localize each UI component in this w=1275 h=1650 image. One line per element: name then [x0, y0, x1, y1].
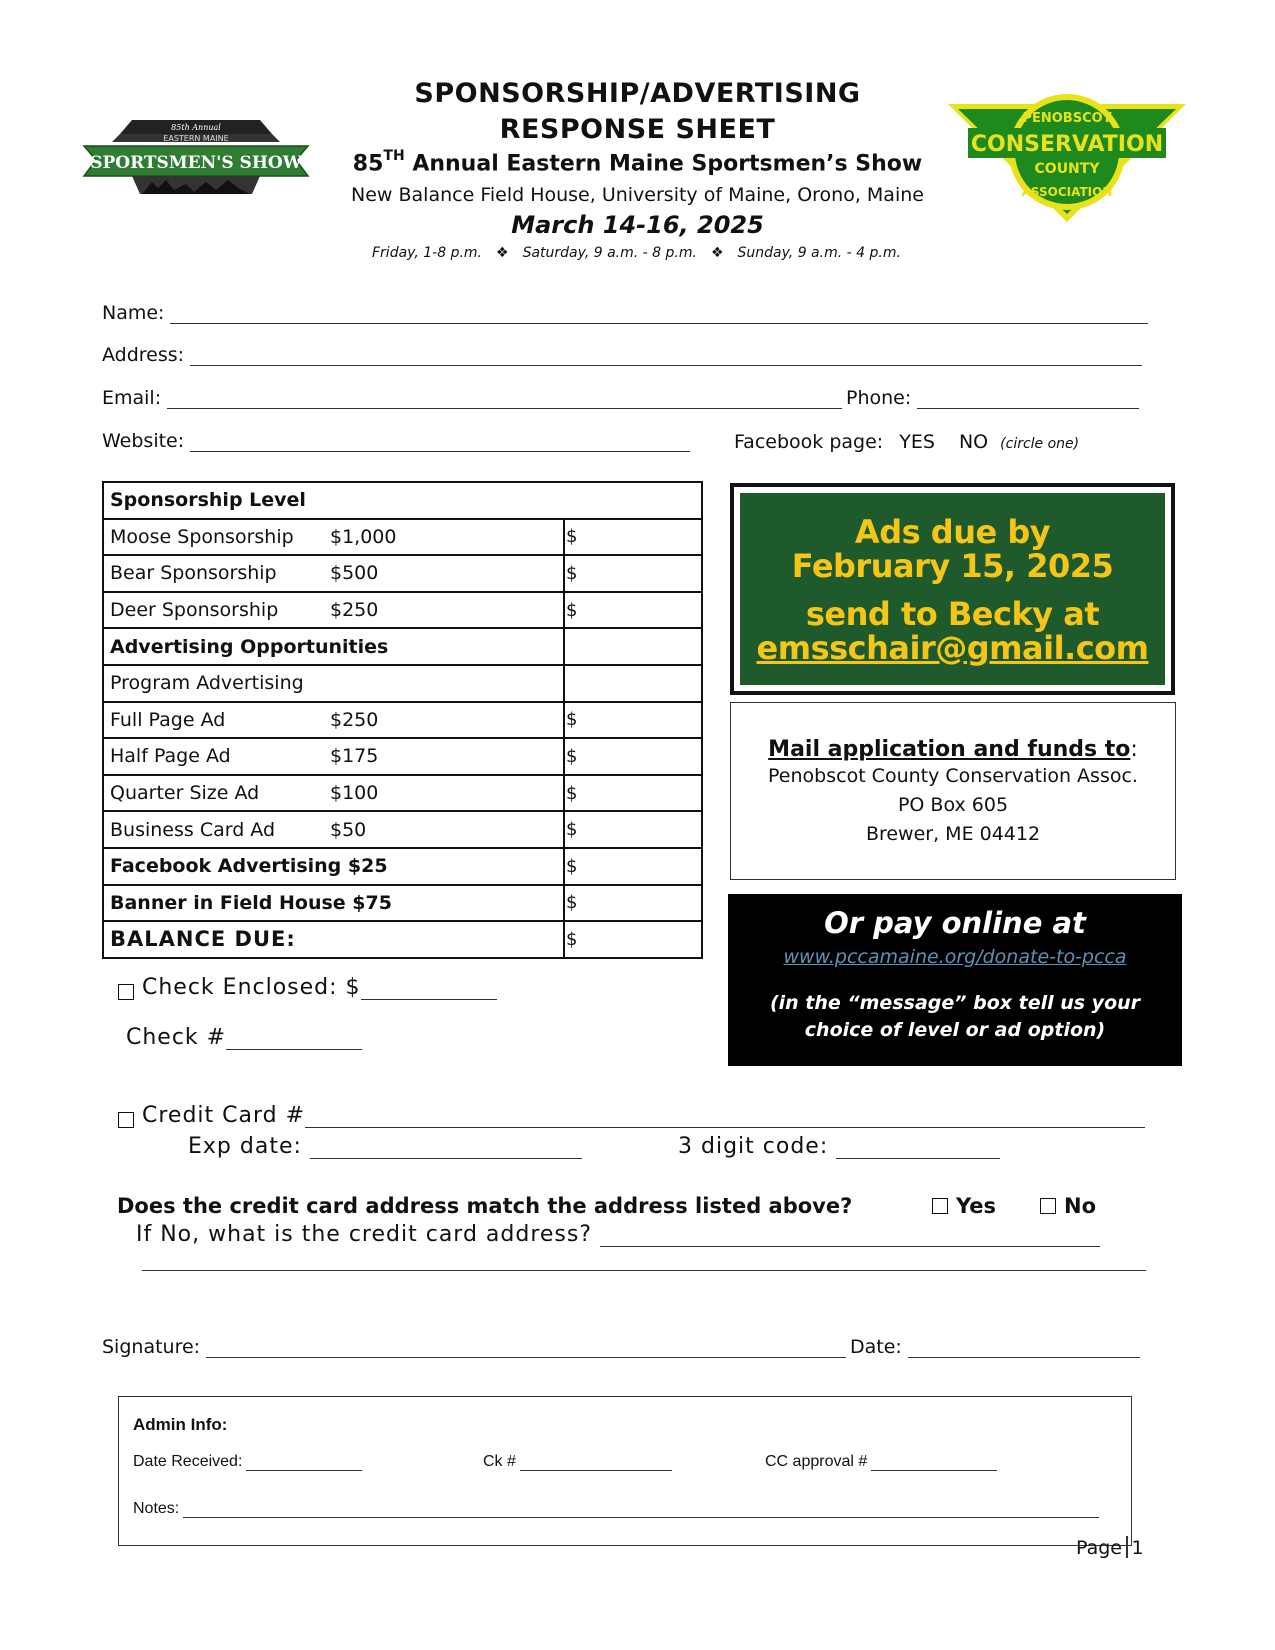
balance-due-label: BALANCE DUE:: [110, 927, 296, 952]
table-row: [103, 519, 702, 556]
website-input-line[interactable]: [190, 432, 690, 452]
date-received-field[interactable]: [133, 1453, 362, 1471]
form-title-line1: SPONSORSHIP/ADVERTISING: [414, 78, 861, 109]
show-hours: [372, 245, 901, 261]
mail-line2: PO Box 605: [897, 794, 1009, 816]
table-row-label-cell: [103, 848, 564, 885]
table-row-label-cell: [103, 482, 702, 519]
table-row-amount-cell[interactable]: [564, 702, 702, 739]
facebook-page-field: [734, 431, 1079, 453]
address-input-line[interactable]: [190, 346, 1142, 366]
table-row: [103, 592, 702, 629]
check-number-field[interactable]: [126, 1025, 362, 1050]
hours-friday: Friday, 1-8 p.m.: [372, 245, 483, 261]
address-label: Address:: [102, 344, 185, 366]
credit-card-checkbox[interactable]: [118, 1112, 134, 1128]
pay-online-note-1: (in the “message” box tell us your: [769, 992, 1141, 1014]
address-match-no[interactable]: [1040, 1194, 1096, 1218]
table-row-amount-cell[interactable]: [564, 775, 702, 812]
ads-due-box: [730, 483, 1175, 695]
ck-number-line[interactable]: [520, 1455, 672, 1471]
hours-saturday: Saturday, 9 a.m. - 8 p.m.: [522, 245, 697, 261]
check-amount-line[interactable]: [361, 978, 497, 1000]
logo-right-sub-text: COUNTY: [1034, 161, 1100, 177]
website-field[interactable]: [102, 430, 690, 452]
credit-card-number-line[interactable]: [305, 1106, 1145, 1128]
email-field[interactable]: [102, 387, 842, 409]
table-row-amount-cell[interactable]: [564, 592, 702, 629]
digit-code-line[interactable]: [836, 1137, 1000, 1159]
show-dates: March 14-16, 2025: [511, 211, 764, 239]
no-checkbox[interactable]: [1040, 1198, 1056, 1214]
phone-label: Phone:: [846, 387, 912, 409]
yes-label: Yes: [956, 1194, 997, 1218]
currency-symbol: $: [566, 526, 578, 548]
email-label: Email:: [102, 387, 162, 409]
email-input-line[interactable]: [167, 389, 842, 409]
table-row-label-cell: [103, 519, 564, 556]
pay-online-note-2: choice of level or ad option): [804, 1019, 1106, 1041]
table-row: [103, 811, 702, 848]
yes-checkbox[interactable]: [932, 1198, 948, 1214]
mail-line1: Penobscot County Conservation Assoc.: [768, 765, 1138, 787]
cc-approval-line[interactable]: [871, 1455, 997, 1471]
balance-due-row: [103, 921, 702, 958]
ads-due-date: February 15, 2025: [791, 547, 1114, 585]
admin-info-box: [118, 1396, 1132, 1546]
address-match-question: Does the credit card address match the address listed above?: [117, 1194, 853, 1218]
logo-right-arc-top: PENOBSCOT: [1022, 111, 1112, 126]
table-row-label-cell: [103, 702, 564, 739]
currency-symbol: $: [566, 855, 578, 877]
table-row-label: Moose Sponsorship: [110, 525, 294, 548]
currency-symbol: $: [566, 709, 578, 731]
table-row-label-cell: [103, 738, 564, 775]
table-row-label: Advertising Opportunities: [110, 635, 389, 658]
table-row-label: Business Card Ad: [110, 818, 276, 841]
diamond-separator-icon: ❖: [710, 245, 724, 261]
pay-online-heading: Or pay online at: [824, 906, 1086, 940]
table-row-amount-cell: [564, 628, 702, 665]
table-row-price: $250: [330, 708, 379, 731]
currency-symbol: $: [566, 892, 578, 914]
table-row-price: $175: [330, 745, 379, 768]
table-row-price: $100: [330, 782, 379, 805]
ck-number-label: Ck #: [483, 1453, 516, 1470]
pay-online-link[interactable]: www.pccamaine.org/donate-to-pcca: [783, 946, 1127, 968]
venue-text: New Balance Field House, University of Maine, Orono, Maine: [351, 184, 924, 206]
facebook-yes-option[interactable]: YES: [899, 431, 935, 453]
cc-address-line-2[interactable]: [142, 1270, 1146, 1271]
cc-address-label: If No, what is the credit card address?: [136, 1222, 593, 1247]
credit-card-field[interactable]: [118, 1103, 1145, 1128]
mail-line3: Brewer, ME 04412: [865, 823, 1041, 845]
show-edition-number: 85: [352, 151, 384, 177]
digit-code-label: 3 digit code:: [678, 1134, 829, 1159]
table-row-label: Facebook Advertising $25: [110, 855, 388, 878]
address-match-yes[interactable]: [932, 1194, 996, 1218]
facebook-no-option[interactable]: NO: [958, 431, 989, 453]
date-received-label: Date Received:: [133, 1453, 243, 1470]
table-row-amount-cell[interactable]: [564, 885, 702, 922]
table-row-price: $250: [330, 599, 379, 622]
table-row-label: Program Advertising: [110, 672, 304, 695]
currency-symbol: $: [566, 782, 578, 804]
table-row-label-cell: [103, 665, 564, 702]
no-label: No: [1064, 1194, 1097, 1218]
table-row-price: $500: [330, 562, 379, 585]
cc-approval-label: CC approval #: [765, 1453, 868, 1470]
sportsmens-show-logo-icon: [82, 112, 310, 202]
table-row: [103, 555, 702, 592]
table-row-label: Banner in Field House $75: [110, 891, 392, 914]
facebook-label: Facebook page:: [734, 431, 884, 453]
ads-due-panel: [740, 493, 1165, 685]
form-title-line2: RESPONSE SHEET: [499, 114, 776, 145]
table-row-amount-cell[interactable]: [564, 738, 702, 775]
signature-label: Signature:: [102, 1336, 201, 1358]
logo-right-arc-bottom: ASSOCIATION: [1021, 185, 1113, 199]
name-input-line[interactable]: [170, 304, 1148, 324]
table-row-label-cell: [103, 775, 564, 812]
check-enclosed-checkbox[interactable]: [118, 984, 134, 1000]
sponsorship-table-body: [103, 482, 702, 958]
logo-left-top-text: 85th Annual: [171, 123, 221, 132]
check-number-line[interactable]: [226, 1028, 362, 1050]
phone-field[interactable]: [846, 387, 1139, 409]
sportsmens-show-logo: [82, 112, 310, 202]
currency-symbol: $: [566, 928, 578, 950]
sponsorship-table: [102, 481, 703, 959]
currency-symbol: $: [566, 599, 578, 621]
notes-label: Notes:: [133, 1500, 180, 1517]
table-row: [103, 738, 702, 775]
phone-input-line[interactable]: [917, 389, 1139, 409]
name-label: Name:: [102, 302, 165, 324]
table-row-price: $1,000: [330, 525, 397, 548]
facebook-hint: (circle one): [1000, 436, 1080, 452]
table-row-label: Half Page Ad: [110, 745, 231, 768]
logo-left-main-text: SPORTSMEN'S SHOW: [90, 153, 302, 173]
signature-date-field[interactable]: [850, 1336, 1140, 1358]
exp-date-line[interactable]: [310, 1137, 582, 1159]
pay-online-box: [728, 894, 1182, 1066]
table-row-amount-cell[interactable]: [564, 555, 702, 592]
hours-sunday: Sunday, 9 a.m. - 4 p.m.: [737, 245, 901, 261]
table-row-label-cell: [103, 592, 564, 629]
balance-due-amount-cell[interactable]: [564, 921, 702, 958]
page-number: [1076, 1536, 1144, 1559]
page-label: Page: [1076, 1537, 1122, 1559]
admin-title: Admin Info:: [133, 1415, 228, 1434]
cc-address-line-1[interactable]: [600, 1225, 1100, 1247]
logo-right-main-text: CONSERVATION: [970, 132, 1164, 157]
table-row-label-cell: [103, 885, 564, 922]
signature-field[interactable]: [102, 1336, 846, 1358]
address-field[interactable]: [102, 344, 1142, 366]
table-row-label-cell: [103, 555, 564, 592]
date-received-line[interactable]: [246, 1455, 362, 1471]
table-row-label: Bear Sponsorship: [110, 562, 277, 585]
table-row-label: Quarter Size Ad: [110, 782, 260, 805]
table-row-amount-cell: [564, 665, 702, 702]
notes-field[interactable]: [133, 1500, 1099, 1518]
table-row: [103, 775, 702, 812]
diamond-separator-icon: ❖: [496, 245, 509, 261]
table-row-amount-cell[interactable]: [564, 848, 702, 885]
name-field[interactable]: [102, 302, 1148, 324]
currency-symbol: $: [566, 562, 578, 584]
table-row-label-cell: [103, 628, 564, 665]
currency-symbol: $: [566, 745, 578, 767]
credit-card-label: Credit Card #: [142, 1103, 306, 1128]
conservation-association-logo: [944, 88, 1190, 226]
table-row: [103, 665, 702, 702]
table-row: [103, 885, 702, 922]
table-row-label: Full Page Ad: [110, 708, 226, 731]
table-row: [103, 702, 702, 739]
ads-due-line1: Ads due by: [854, 513, 1051, 551]
table-row: [103, 628, 702, 665]
ads-email-link[interactable]: emsschair@gmail.com: [756, 629, 1149, 667]
currency-symbol: $: [566, 819, 578, 841]
table-row-amount-cell[interactable]: [564, 811, 702, 848]
page-number-value: 1: [1131, 1537, 1144, 1559]
digit-code-field[interactable]: [678, 1134, 1000, 1159]
mail-application-box: [730, 702, 1176, 880]
signature-line[interactable]: [206, 1338, 846, 1358]
exp-date-field[interactable]: [188, 1134, 582, 1159]
show-name: Annual Eastern Maine Sportsmen’s Show: [404, 151, 923, 177]
check-enclosed-field[interactable]: [118, 975, 497, 1000]
conservation-association-logo-icon: [944, 88, 1190, 226]
website-label: Website:: [102, 430, 185, 452]
table-row-amount-cell[interactable]: [564, 519, 702, 556]
exp-date-label: Exp date:: [188, 1134, 302, 1159]
mail-heading-colon: :: [1130, 737, 1138, 762]
balance-due-label-cell: [103, 921, 564, 958]
table-row: [103, 482, 702, 519]
mail-heading: Mail application and funds to: [768, 737, 1131, 762]
cc-address-field[interactable]: [136, 1222, 1100, 1247]
show-edition-suffix: TH: [383, 148, 405, 164]
cc-approval-field[interactable]: [765, 1453, 997, 1471]
signature-date-label: Date:: [850, 1336, 902, 1358]
signature-date-line[interactable]: [908, 1338, 1140, 1358]
table-row-label-cell: [103, 811, 564, 848]
check-number-label: Check #: [126, 1025, 227, 1050]
ads-send-to: send to Becky at: [805, 595, 1100, 633]
table-row: [103, 848, 702, 885]
table-row-label: Sponsorship Level: [110, 489, 306, 512]
table-row-label: Deer Sponsorship: [110, 599, 279, 622]
logo-left-mid-text: EASTERN MAINE: [163, 134, 229, 143]
table-row-price: $50: [330, 818, 367, 841]
notes-line[interactable]: [183, 1502, 1099, 1518]
check-enclosed-label: Check Enclosed: $: [142, 975, 361, 1000]
ck-number-field[interactable]: [483, 1453, 672, 1471]
